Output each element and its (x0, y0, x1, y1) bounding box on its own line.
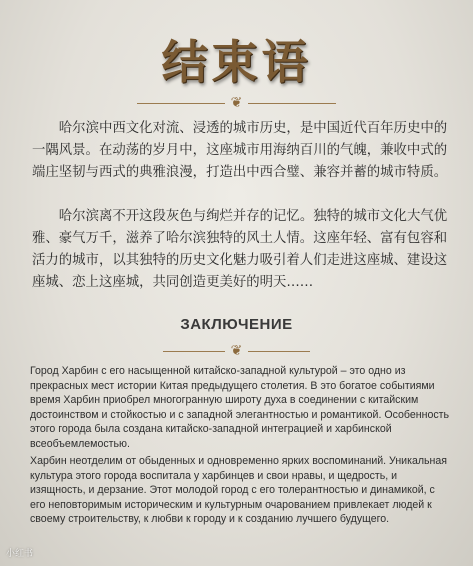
russian-paragraph-1: Город Харбин с его насыщенной китайско-западной культурой – это одно из прекрасных мест истории Китая предыдущего столетия. В это богатое событиями время Харбин приобрел многогранную широту духа в соединении с китайским достоинством и стойкостью и с западной элегантностью и романтикой. Особенность этого города была создана китайско-западной интеграцией и харбинской всеобъемлемостью. (30, 365, 450, 450)
divider-line-right (248, 103, 336, 104)
russian-ornament-divider (155, 344, 318, 358)
title-ornament-divider (130, 96, 343, 110)
divider-line-left (163, 351, 225, 352)
watermark-label: 小红书 (6, 549, 34, 559)
russian-title: ЗАКЛЮЧЕНИЕ (180, 316, 293, 333)
chinese-paragraph-2: 哈尔滨离不开这段灰色与绚烂并存的记忆。独特的城市文化大气优雅、豪气万千，滋养了哈尔滨独特的风土人情。这座年轻、富有包容和活力的城市，以其独特的历史文化魅力吸引着人们走进这座城、建设这座城、恋上这座城，共同创造更美好的明天…… (32, 209, 448, 290)
divider-line-left (137, 103, 225, 104)
chinese-title: 结束语 (161, 35, 312, 89)
chinese-paragraph-1: 哈尔滨中西文化对流、浸透的城市历史，是中国近代百年历史中的一隅风景。在动荡的岁月中，这座城市用海纳百川的气魄，兼收中式的端庄坚韧与西式的典雅浪漫，打造出中西合璧、兼容并蓄的城市特质。 (32, 121, 448, 180)
fleuron-icon: ❦ (230, 343, 243, 359)
fleuron-icon: ❦ (230, 95, 243, 111)
divider-line-right (248, 351, 310, 352)
russian-paragraph-2: Харбин неотделим от обыденных и одновременно ярких воспоминаний. Уникальная культура этого города воспитала у харбинцев и свои нравы, и щедрость, и изящность, и дерзание. Этот молодой город с его толерантностью и динамикой, с его неповторимым историческим и культурным очарованием привлекает людей к своему строительству, к любви к городу и к созданию лучшего будущего. (30, 455, 448, 526)
